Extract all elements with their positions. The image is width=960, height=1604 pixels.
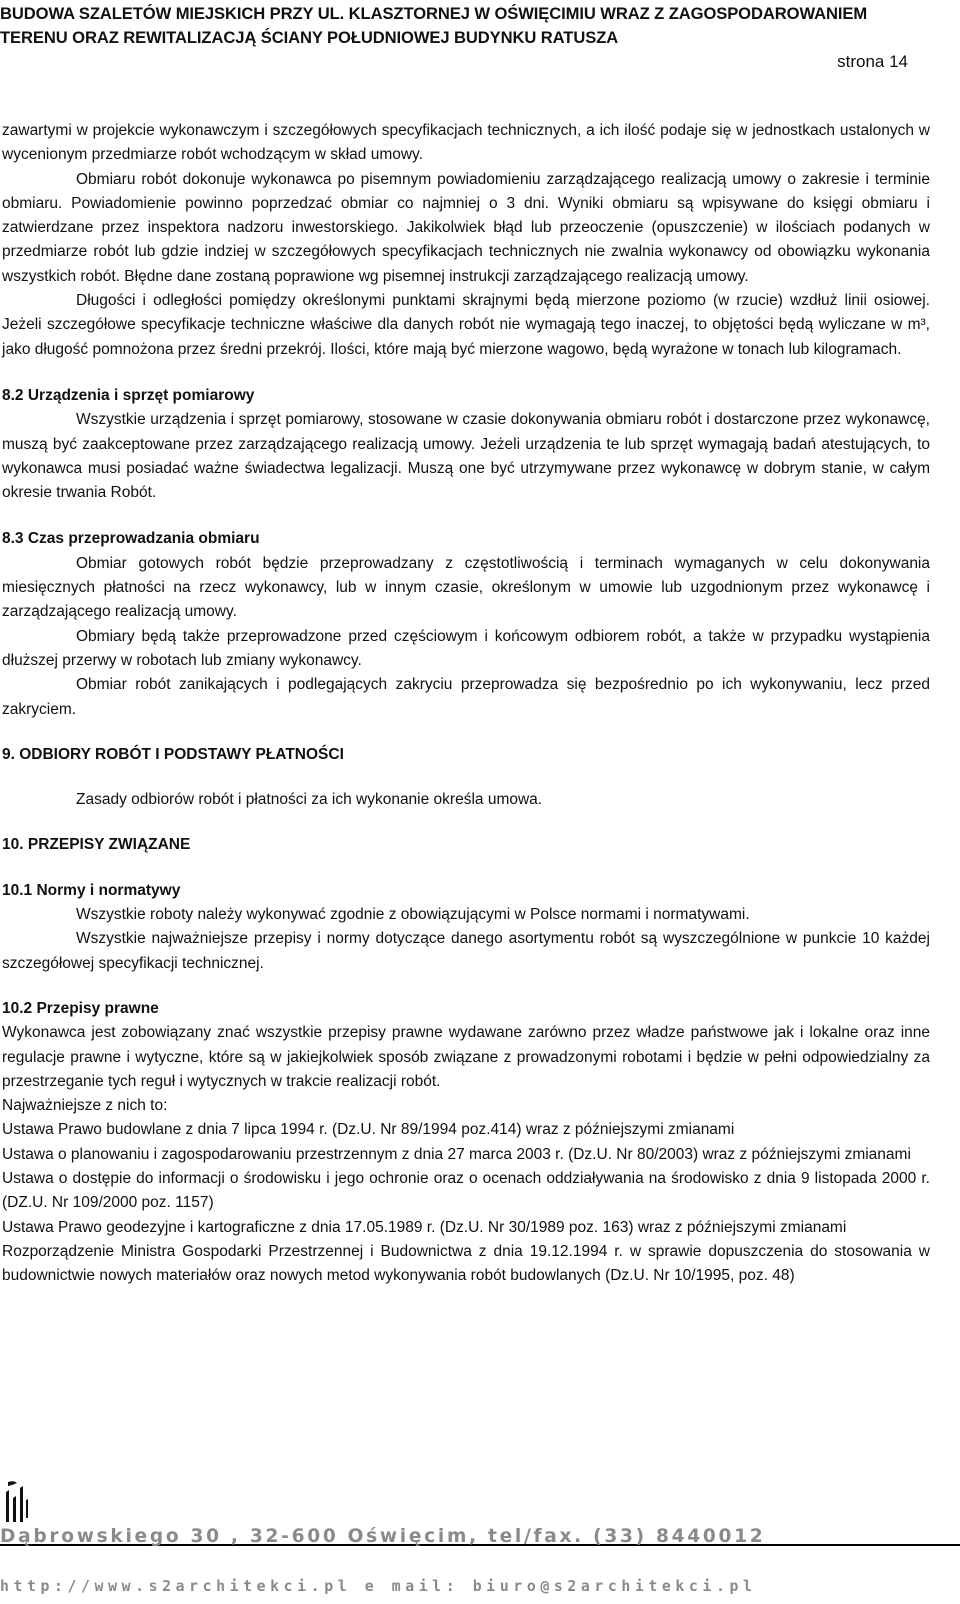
law-item: Ustawa o dostępie do informacji o środowisku i jego ochronie oraz o ocenach oddziaływania na środowisko z dnia 9 listopada 2000 r. (DZ.U. Nr 109/2000 poz. 1157) xyxy=(2,1169,930,1212)
section-heading-9: 9. ODBIORY ROBÓT I PODSTAWY PŁATNOŚCI xyxy=(2,745,344,763)
list-intro: Najważniejsze z nich to: xyxy=(2,1097,168,1115)
section-heading-8-3: 8.3 Czas przeprowadzania obmiaru xyxy=(2,530,260,548)
paragraph: Obmiar gotowych robót będzie przeprowadzany z częstotliwością i terminach wymaganych w celu dokonywania miesięcznych płatności na rzecz wykonawcy, lub w innym czasie, określonym w umowie lub uzgodnionym przez wykonawcę i zarządzającego realizacją umowy. xyxy=(2,554,930,621)
section-heading-10-1: 10.1 Normy i normatywy xyxy=(2,881,181,899)
paragraph: Długości i odległości pomiędzy określonymi punktami skrajnymi będą mierzone poziomo (w rzucie) wzdłuż linii osiowej. Jeżeli szczegółowe specyfikacje techniczne właściwe dla danych robót nie wymagają tego inaczej, to objętości będą wyliczane w m³, jako długość pomnożona przez średni przekrój. Ilości, które mają być mierzone wagowo, będą wyrażone w tonach lub kilogramach. xyxy=(2,292,930,358)
s2-architekci-logo-icon xyxy=(4,1480,32,1524)
paragraph: zawartymi w projekcie wykonawczym i szczegółowych specyfikacjach technicznych, a ich ilość podaje się w jednostkach ustalonych w wycenionym przedmiarze robót wchodzącym w skład umowy. xyxy=(2,122,930,164)
paragraph: Wszystkie urządzenia i sprzęt pomiarowy, stosowane w czasie dokonywania obmiaru robót i dostarczone przez wykonawcę, muszą być zaakceptowane przez zarządzającego realizacją umowy. Jeżeli urządzenia te lub sprzęt wymagają badań atestujących, to wykonawca musi posiadać ważne świadectwa legalizacji. Muszą one być utrzymywane przez wykonawcę w dobrym stanie, w całym okresie trwania Robót. xyxy=(2,411,930,502)
section-heading-10: 10. PRZEPISY ZWIĄZANE xyxy=(2,836,191,854)
section-heading-8-2: 8.2 Urządzenia i sprzęt pomiarowy xyxy=(2,386,255,404)
law-item: Ustawa o planowaniu i zagospodarowaniu przestrzennym z dnia 27 marca 2003 r. (Dz.U. Nr 80/2003) wraz z późniejszymi zmianami xyxy=(2,1145,911,1163)
paragraph: Wszystkie najważniejsze przepisy i normy dotyczące danego asortymentu robót są wyszczególnione w punkcie 10 każdej szczegółowej specyfikacji technicznej. xyxy=(2,930,930,972)
project-title-line-2: TERENU ORAZ REWITALIZACJĄ ŚCIANY POŁUDNIOWEJ BUDYNKU RATUSZA xyxy=(0,28,619,47)
document-body xyxy=(2,119,930,1288)
footer-web-email: http://www.s2architekci.pl e mail: biuro@s2architekci.pl xyxy=(0,1578,757,1595)
paragraph: Obmiary będą także przeprowadzone przed częściowym i końcowym odbiorem robót, a także w przypadku wystąpienia dłuższej przerwy w robotach lub zmiany wykonawcy. xyxy=(2,627,930,669)
paragraph: Wykonawca jest zobowiązany znać wszystkie przepisy prawne wydawane zarówno przez władze państwowe jak i lokalne oraz inne regulacje prawne i wytyczne, które są w jakiejkolwiek sposób związane z prowadzonymi robotami i będzie w pełni odpowiedzialny za przestrzeganie tych reguł i wytycznych w trakcie realizacji robót. xyxy=(2,1024,930,1090)
law-item: Rozporządzenie Ministra Gospodarki Przestrzennej i Budownictwa z dnia 19.12.1994 r. w sprawie dopuszczenia do stosowania w budownictwie nowych materiałów oraz nowych metod wykonywania robót budowlanych (Dz.U. Nr 10/1995, poz. 48) xyxy=(2,1242,930,1285)
law-item: Ustawa Prawo geodezyjne i kartograficzne z dnia 17.05.1989 r. (Dz.U. Nr 30/1989 poz. 163) wraz z późniejszymi zmianami xyxy=(2,1218,847,1236)
project-title-line-1: BUDOWA SZALETÓW MIEJSKICH PRZY UL. KLASZTORNEJ W OŚWIĘCIMIU WRAZ Z ZAGOSPODAROWANIEM xyxy=(0,4,868,23)
footer-address: Dąbrowskiego 30 , 32-600 Oświęcim, tel/fax. (33) 8440012 xyxy=(0,1526,766,1547)
paragraph: Obmiar robót zanikających i podlegających zakryciu przeprowadza się bezpośrednio po ich wykonywaniu, lecz przed zakryciem. xyxy=(2,676,930,718)
page-number: strona 14 xyxy=(837,52,908,71)
document-header xyxy=(0,2,960,71)
paragraph: Wszystkie roboty należy wykonywać zgodnie z obowiązującymi w Polsce normami i normatywami. xyxy=(76,906,750,924)
paragraph: Zasady odbiorów robót i płatności za ich wykonanie określa umowa. xyxy=(76,791,543,809)
law-item: Ustawa Prawo budowlane z dnia 7 lipca 1994 r. (Dz.U. Nr 89/1994 poz.414) wraz z późniejszymi zmianami xyxy=(2,1121,735,1139)
section-heading-10-2: 10.2 Przepisy prawne xyxy=(2,999,159,1017)
paragraph: Obmiaru robót dokonuje wykonawca po pisemnym powiadomieniu zarządzającego realizacją umowy o zakresie i terminie obmiaru. Powiadomienie powinno poprzedzać obmiar co najmniej o 3 dni. Wyniki obmiaru są wpisywane do księgi obmiaru i zatwierdzane przez inspektora nadzoru inwestorskiego. Jakikolwiek błąd lub przeoczenie (opuszczenie) w ilościach podanych w przedmiarze robót lub gdzie indziej w szczegółowych specyfikacjach technicznych nie zwalnia wykonawcy od obowiązku wykonania wszystkich robót. Błędne dane zostaną poprawione wg pisemnej instrukcji zarządzającego realizacją umowy. xyxy=(2,170,930,285)
